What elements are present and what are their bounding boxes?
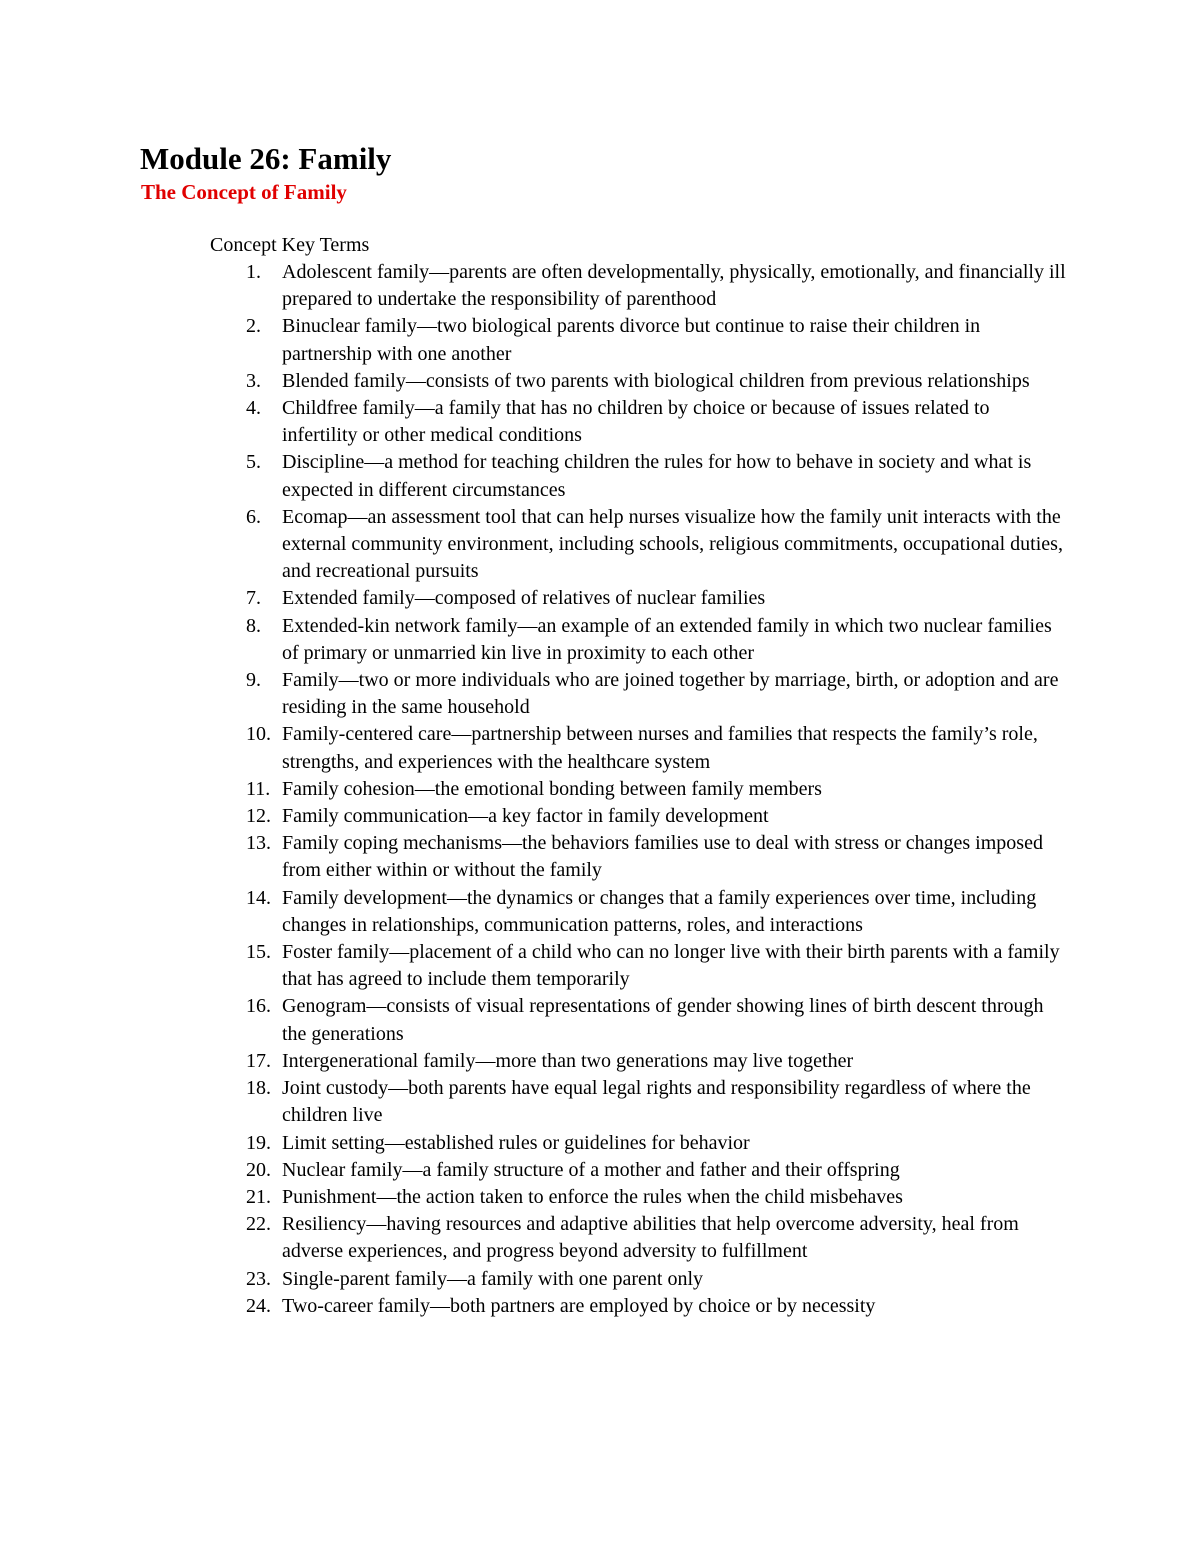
list-number: 3. — [246, 369, 261, 392]
key-term-definition: Blended family—consists of two parents with biological children from previous relationships — [282, 369, 1030, 392]
key-term-definition: Family—two or more individuals who are joined together by marriage, birth, or adoption and are residing in the same household — [282, 669, 1059, 719]
list-number: 5. — [246, 451, 261, 474]
key-term-item — [246, 585, 1066, 612]
key-term-definition: Resiliency—having resources and adaptive abilities that help overcome adversity, heal from adverse experiences, and progress beyond adversity to fulfillment — [282, 1213, 1019, 1263]
list-number: 18. — [246, 1077, 271, 1100]
key-term-item — [246, 721, 1066, 775]
key-term-item — [246, 803, 1066, 830]
list-number: 10. — [246, 723, 271, 746]
key-term-definition: Family cohesion—the emotional bonding between family members — [282, 777, 822, 800]
list-number: 7. — [246, 587, 261, 610]
list-number: 8. — [246, 614, 261, 637]
key-term-item — [246, 1130, 1066, 1157]
list-number: 16. — [246, 995, 271, 1018]
key-term-definition: Discipline—a method for teaching children the rules for how to behave in society and what is expected in different circumstances — [282, 451, 1032, 501]
key-term-item — [246, 449, 1066, 503]
list-number: 22. — [246, 1213, 271, 1236]
key-term-definition: Binuclear family—two biological parents divorce but continue to raise their children in partnership with one another — [282, 315, 981, 365]
key-term-item — [246, 613, 1066, 667]
key-term-definition: Punishment—the action taken to enforce the rules when the child misbehaves — [282, 1185, 903, 1208]
key-term-item — [246, 395, 1066, 449]
key-terms-heading: Concept Key Terms — [210, 234, 370, 256]
key-term-item — [246, 1293, 1066, 1320]
list-number: 13. — [246, 832, 271, 855]
key-term-definition: Nuclear family—a family structure of a mother and father and their offspring — [282, 1158, 900, 1181]
key-term-definition: Family development—the dynamics or changes that a family experiences over time, including changes in relationships, communication patterns, roles, and interactions — [282, 886, 1037, 936]
key-term-item — [246, 1157, 1066, 1184]
key-term-definition: Genogram—consists of visual representations of gender showing lines of birth descent through the generations — [282, 995, 1044, 1045]
key-term-definition: Intergenerational family—more than two generations may live together — [282, 1049, 854, 1072]
key-term-definition: Foster family—placement of a child who can no longer live with their birth parents with a family that has agreed to include them temporarily — [282, 941, 1060, 991]
list-number: 6. — [246, 505, 261, 528]
list-number: 20. — [246, 1158, 271, 1181]
key-term-definition: Extended family—composed of relatives of nuclear families — [282, 587, 766, 610]
list-number: 12. — [246, 805, 271, 828]
key-term-item — [246, 776, 1066, 803]
list-number: 19. — [246, 1131, 271, 1154]
list-number: 14. — [246, 886, 271, 909]
list-number: 23. — [246, 1267, 271, 1290]
key-term-definition: Joint custody—both parents have equal legal rights and responsibility regardless of where the children live — [282, 1077, 1031, 1127]
list-number: 21. — [246, 1185, 271, 1208]
page-title: Module 26: Family — [140, 141, 392, 176]
key-term-item — [246, 1266, 1066, 1293]
list-number: 24. — [246, 1294, 271, 1317]
key-terms-list — [246, 259, 1066, 1320]
key-term-item — [246, 368, 1066, 395]
list-number: 4. — [246, 397, 261, 420]
key-term-definition: Single-parent family—a family with one parent only — [282, 1267, 703, 1290]
key-term-item — [246, 885, 1066, 939]
key-term-item — [246, 259, 1066, 313]
key-term-item — [246, 993, 1066, 1047]
key-term-definition: Family-centered care—partnership between nurses and families that respects the family’s role, strengths, and experiences with the healthcare system — [282, 723, 1038, 773]
key-term-definition: Ecomap—an assessment tool that can help nurses visualize how the family unit interacts with the external community environment, including schools, religious commitments, occupational duties, and recreational pursuits — [282, 505, 1063, 583]
key-term-item — [246, 830, 1066, 884]
key-term-item — [246, 1184, 1066, 1211]
list-number: 9. — [246, 669, 261, 692]
key-term-definition: Adolescent family—parents are often developmentally, physically, emotionally, and financially ill prepared to undertake the responsibility of parenthood — [282, 261, 1066, 311]
key-term-item — [246, 313, 1066, 367]
key-term-definition: Two-career family—both partners are employed by choice or by necessity — [282, 1294, 876, 1317]
key-term-definition: Family coping mechanisms—the behaviors families use to deal with stress or changes imposed from either within or without the family — [282, 832, 1043, 882]
key-term-item — [246, 667, 1066, 721]
list-number: 17. — [246, 1049, 271, 1072]
section-subtitle: The Concept of Family — [141, 180, 347, 204]
key-term-item — [246, 939, 1066, 993]
key-term-item — [246, 504, 1066, 586]
key-term-item — [246, 1211, 1066, 1265]
key-term-definition: Family communication—a key factor in family development — [282, 805, 769, 828]
key-term-item — [246, 1048, 1066, 1075]
list-number: 1. — [246, 261, 261, 283]
list-number: 11. — [246, 777, 271, 800]
key-term-definition: Extended-kin network family—an example of an extended family in which two nuclear families of primary or unmarried kin live in proximity to each other — [282, 614, 1052, 664]
key-term-item — [246, 1075, 1066, 1129]
list-number: 15. — [246, 941, 271, 964]
key-term-definition: Limit setting—established rules or guidelines for behavior — [282, 1131, 750, 1154]
key-term-definition: Childfree family—a family that has no children by choice or because of issues related to infertility or other medical conditions — [282, 397, 990, 447]
list-number: 2. — [246, 315, 261, 338]
